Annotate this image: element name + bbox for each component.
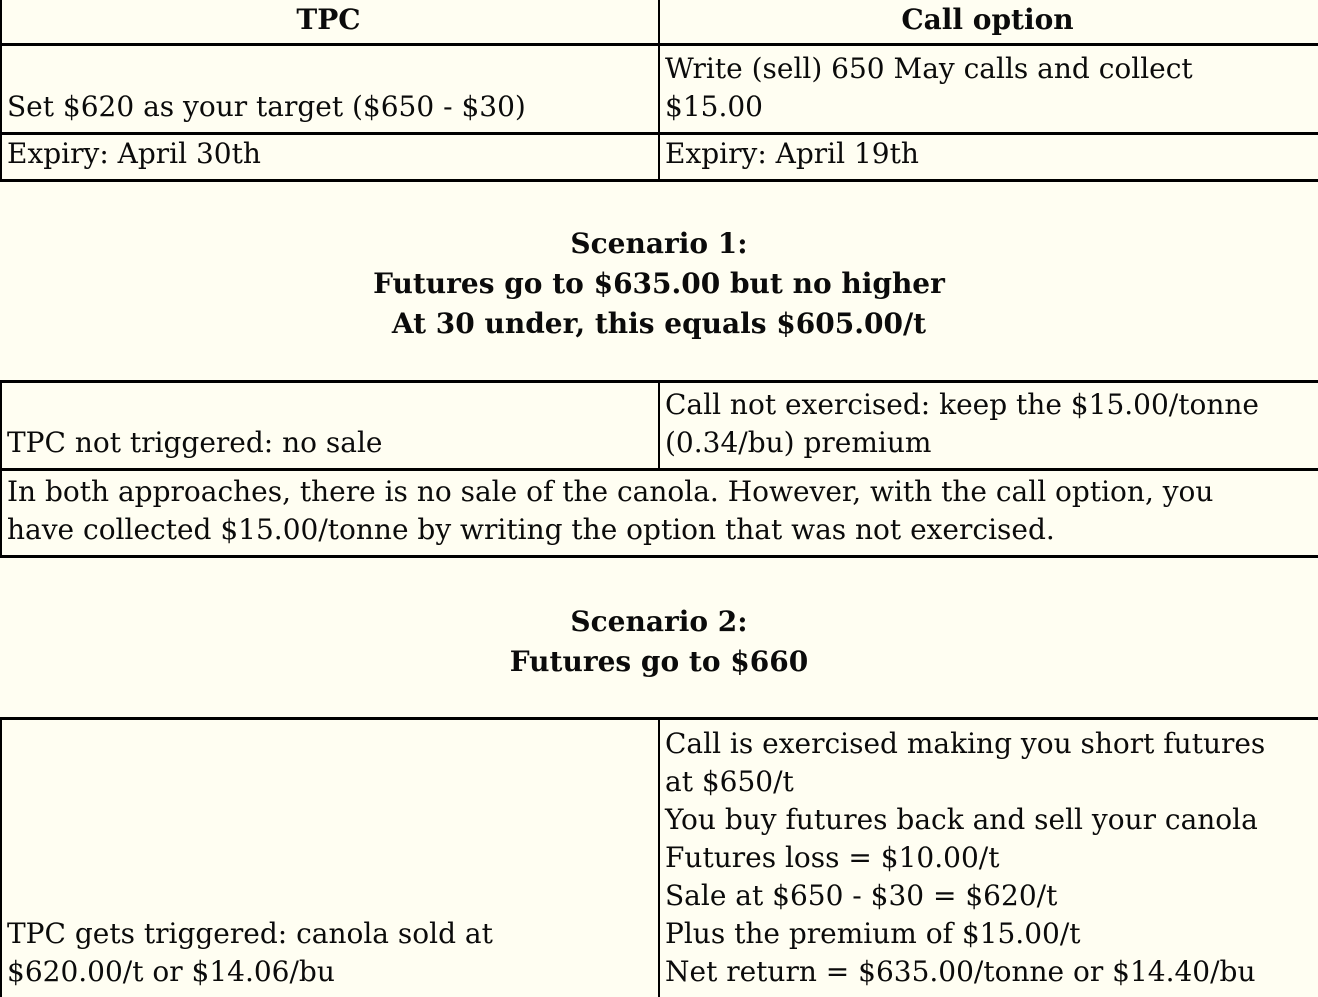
scenario-1-table (0, 380, 1318, 558)
tpc-target-cell: Set $620 as your target ($650 - $30) (1, 44, 659, 133)
tpc-column-header: TPC (1, 0, 659, 44)
tpc-expiry-cell: Expiry: April 30th (1, 133, 659, 180)
scenario-2-call-line-7: Net return = $635.00/tonne or $14.40/bu (665, 953, 1310, 991)
scenario-2-call-line-6: Plus the premium of $15.00/t (665, 915, 1310, 953)
scenario-2-tpc-line-2: $620.00/t or $14.06/bu (7, 953, 650, 991)
scenario-1-subtitle-2: At 30 under, this equals $605.00/t (0, 304, 1318, 344)
scenario-2-table (0, 717, 1318, 997)
scenario-2-call-line-4: Futures loss = $10.00/t (665, 839, 1310, 877)
scenario-2-call-line-2: at $650/t (665, 763, 1310, 801)
scenario-1-title: Scenario 1: (0, 224, 1318, 264)
call-write-line-2: $15.00 (665, 88, 1310, 126)
expiry-row (1, 133, 1318, 180)
scenario-2-outcome-row (1, 718, 1318, 997)
tpc-vs-call-comparison-table (0, 0, 1318, 182)
scenario-1-tpc-cell: TPC not triggered: no sale (1, 381, 659, 469)
scenario-2-subtitle: Futures go to $660 (0, 642, 1318, 682)
scenario-1-subtitle: Futures go to $635.00 but no higher (0, 264, 1318, 304)
scenario-1-summary-line-1: In both approaches, there is no sale of the canola. However, with the call option, you (7, 473, 1310, 511)
scenario-1-summary-cell (1, 469, 1318, 556)
call-write-cell (659, 44, 1318, 133)
scenario-1-call-cell (659, 381, 1318, 469)
scenario-1-heading (0, 224, 1318, 344)
scenario-2-call-cell (659, 718, 1318, 997)
call-write-line-1: Write (sell) 650 May calls and collect (665, 50, 1310, 88)
scenario-2-call-line-1: Call is exercised making you short futures (665, 725, 1310, 763)
scenario-1-call-line-2: (0.34/bu) premium (665, 424, 1310, 462)
call-option-column-header: Call option (659, 0, 1318, 44)
scenario-2-call-line-5: Sale at $650 - $30 = $620/t (665, 877, 1310, 915)
scenario-1-outcome-row (1, 381, 1318, 469)
scenario-1-call-line-1: Call not exercised: keep the $15.00/tonne (665, 386, 1310, 424)
scenario-2-heading (0, 602, 1318, 682)
scenario-2-call-line-3: You buy futures back and sell your canola (665, 801, 1310, 839)
call-expiry-cell: Expiry: April 19th (659, 133, 1318, 180)
comparison-header-row (1, 0, 1318, 44)
scenario-2-tpc-cell (1, 718, 659, 997)
scenario-1-summary-line-2: have collected $15.00/tonne by writing the option that was not exercised. (7, 511, 1310, 549)
scenario-1-summary-row (1, 469, 1318, 556)
scenario-2-title: Scenario 2: (0, 602, 1318, 642)
scenario-2-tpc-line-1: TPC gets triggered: canola sold at (7, 915, 650, 953)
target-row (1, 44, 1318, 133)
